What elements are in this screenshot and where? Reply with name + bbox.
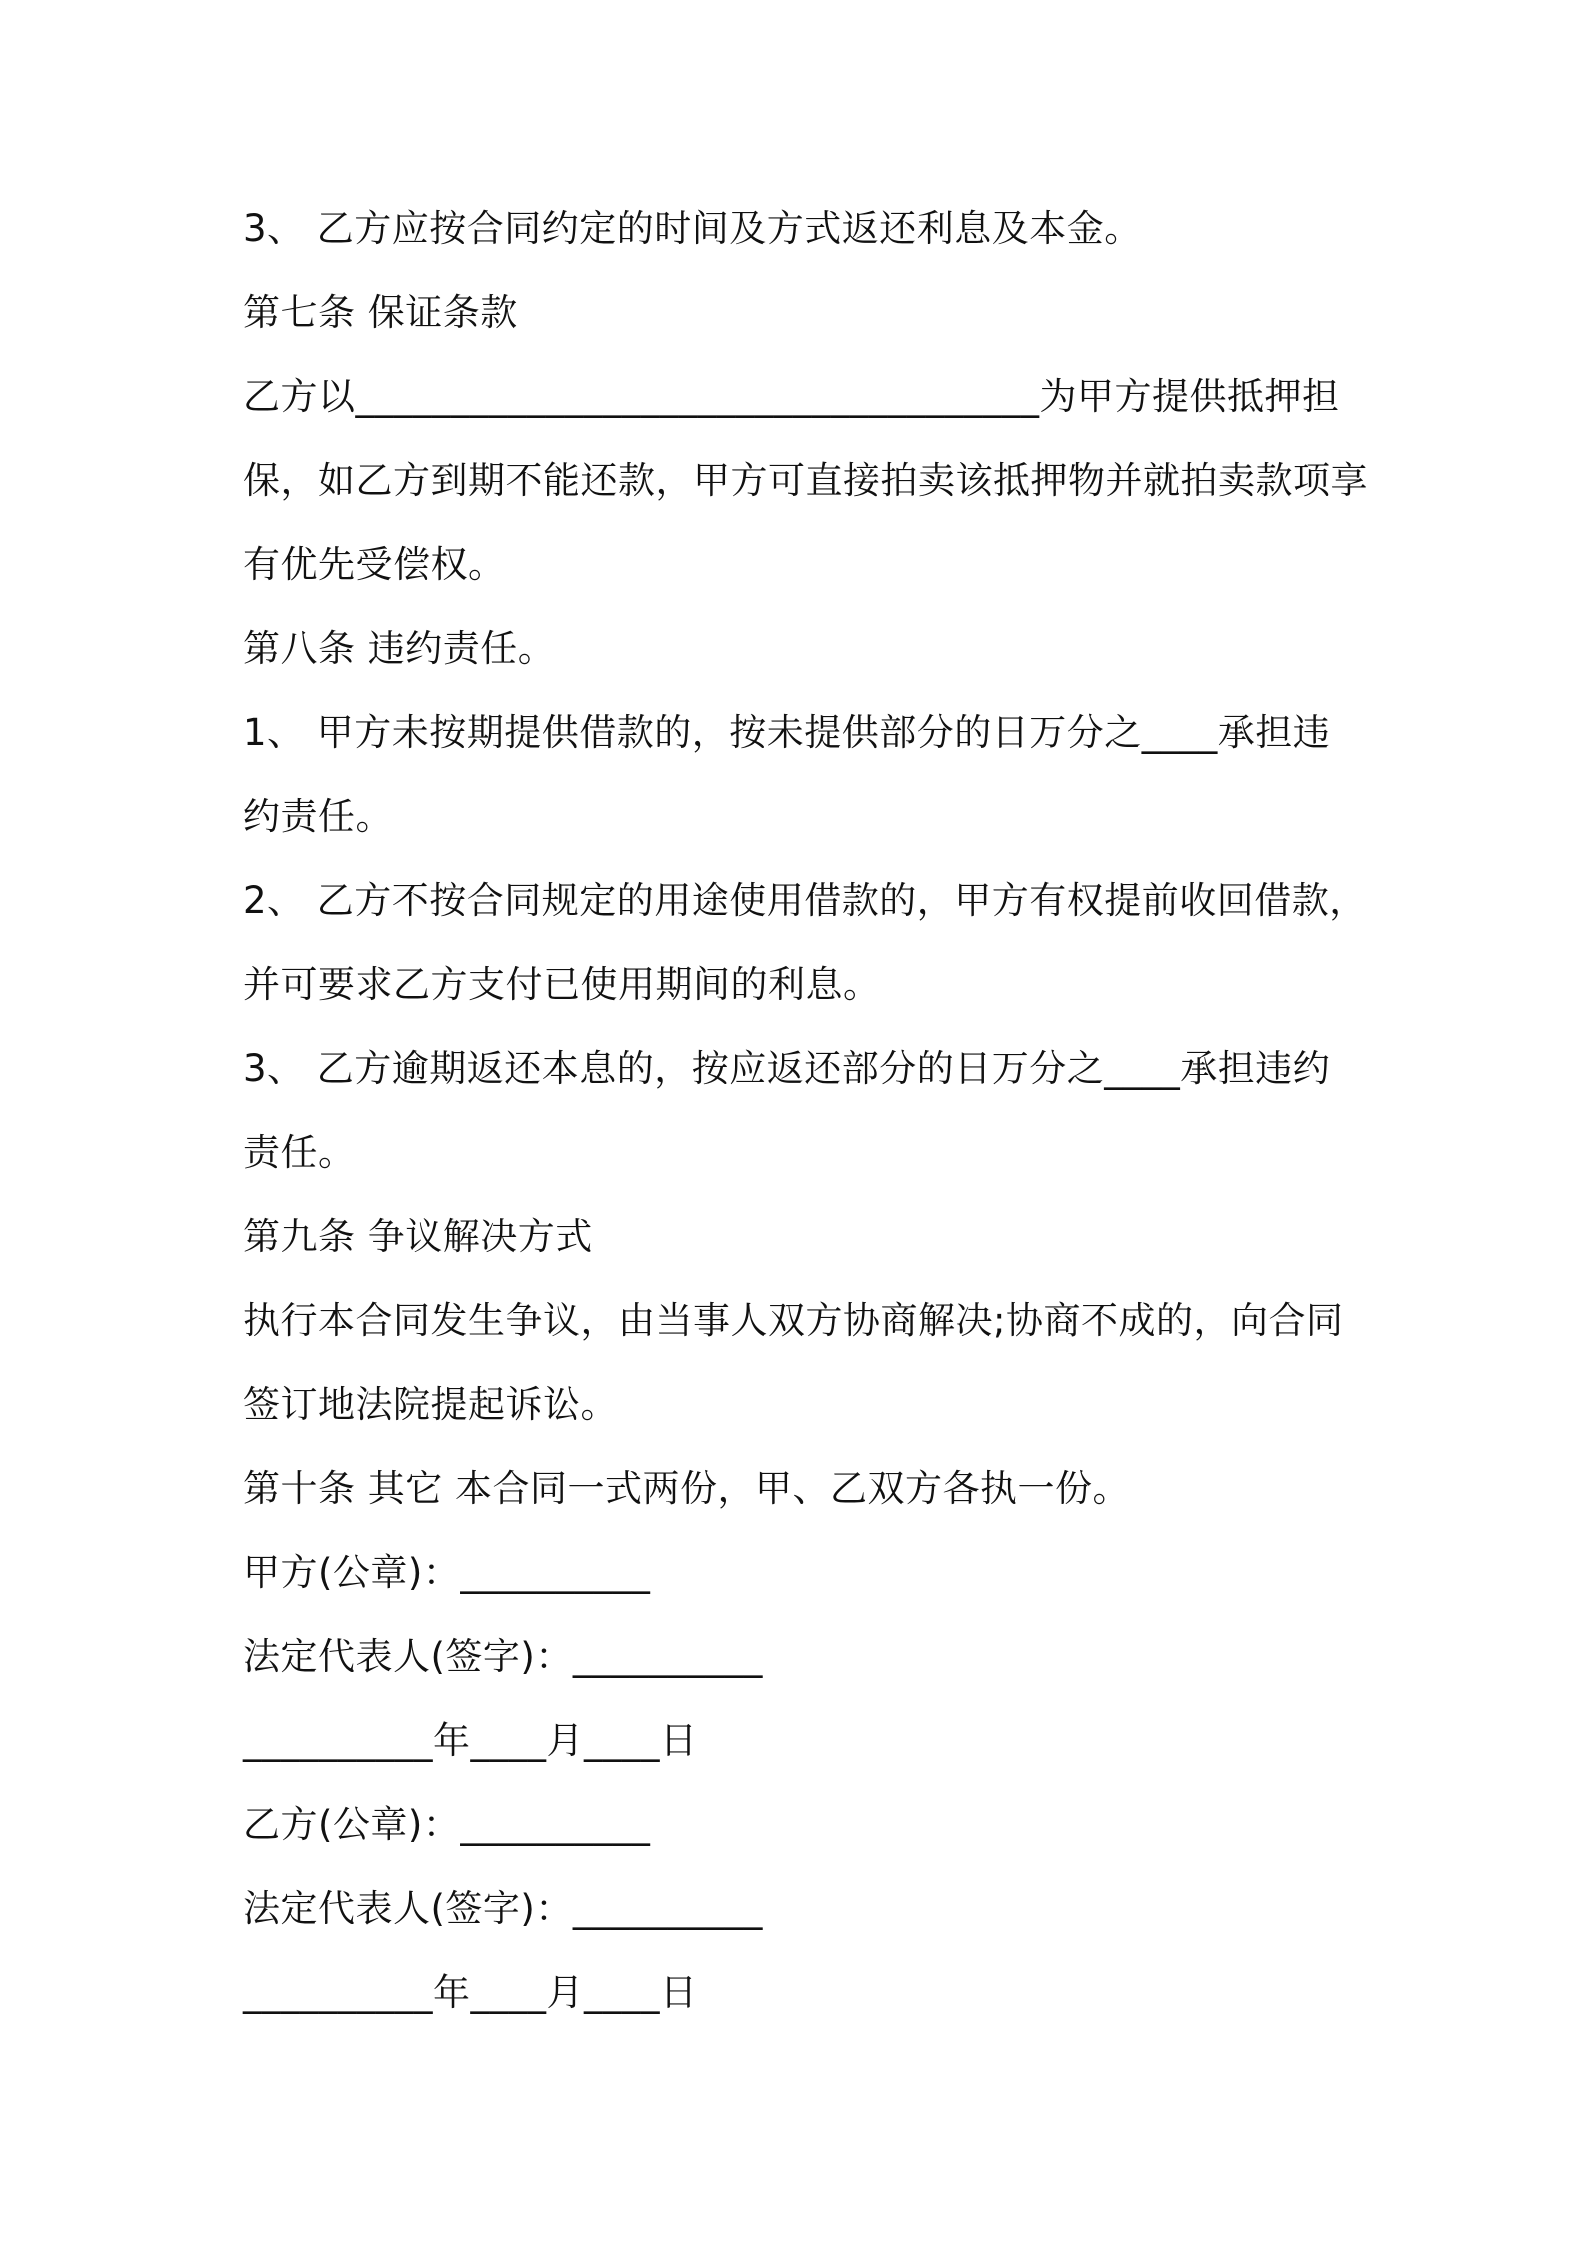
article-8-item-2-line-1: 2、 乙方不按合同规定的用途使用借款的，甲方有权提前收回借款，: [243, 879, 1367, 922]
article-8-item-1-line-2: 约责任。: [243, 795, 393, 838]
clause-6-item-3: 3、 乙方应按合同约定的时间及方式返还利息及本金。: [243, 207, 1142, 250]
party-b-seal-field: 乙方(公章)：__________: [243, 1803, 651, 1846]
party-b-representative-field: 法定代表人(签字)：__________: [243, 1887, 763, 1930]
party-a-representative-field: 法定代表人(签字)：__________: [243, 1635, 763, 1678]
article-10-line: 第十条 其它 本合同一式两份，甲、乙双方各执一份。: [243, 1467, 1131, 1510]
article-7-heading: 第七条 保证条款: [243, 291, 518, 334]
party-a-date-field: __________年____月____日: [243, 1719, 698, 1762]
article-8-heading: 第八条 违约责任。: [243, 627, 556, 670]
article-8-item-3-line-1: 3、 乙方逾期返还本息的，按应返还部分的日万分之____承担违约: [243, 1047, 1331, 1090]
article-7-body-line-2: 保，如乙方到期不能还款，甲方可直接拍卖该抵押物并就拍卖款项享: [243, 459, 1368, 502]
article-9-body-line-1: 执行本合同发生争议，由当事人双方协商解决;协商不成的，向合同: [243, 1299, 1344, 1342]
article-7-body-line-1: 乙方以____________________________________为甲方提供抵押担: [243, 375, 1340, 418]
article-9-body-line-2: 签订地法院提起诉讼。: [243, 1383, 618, 1426]
article-8-item-1-line-1: 1、 甲方未按期提供借款的，按未提供部分的日万分之____承担违: [243, 711, 1331, 754]
article-9-heading: 第九条 争议解决方式: [243, 1215, 593, 1258]
article-8-item-2-line-2: 并可要求乙方支付已使用期间的利息。: [243, 963, 881, 1006]
party-a-seal-field: 甲方(公章)：__________: [243, 1551, 651, 1594]
article-8-item-3-line-2: 责任。: [243, 1131, 356, 1174]
article-7-body-line-3: 有优先受偿权。: [243, 543, 506, 586]
party-b-date-field: __________年____月____日: [243, 1971, 698, 2014]
